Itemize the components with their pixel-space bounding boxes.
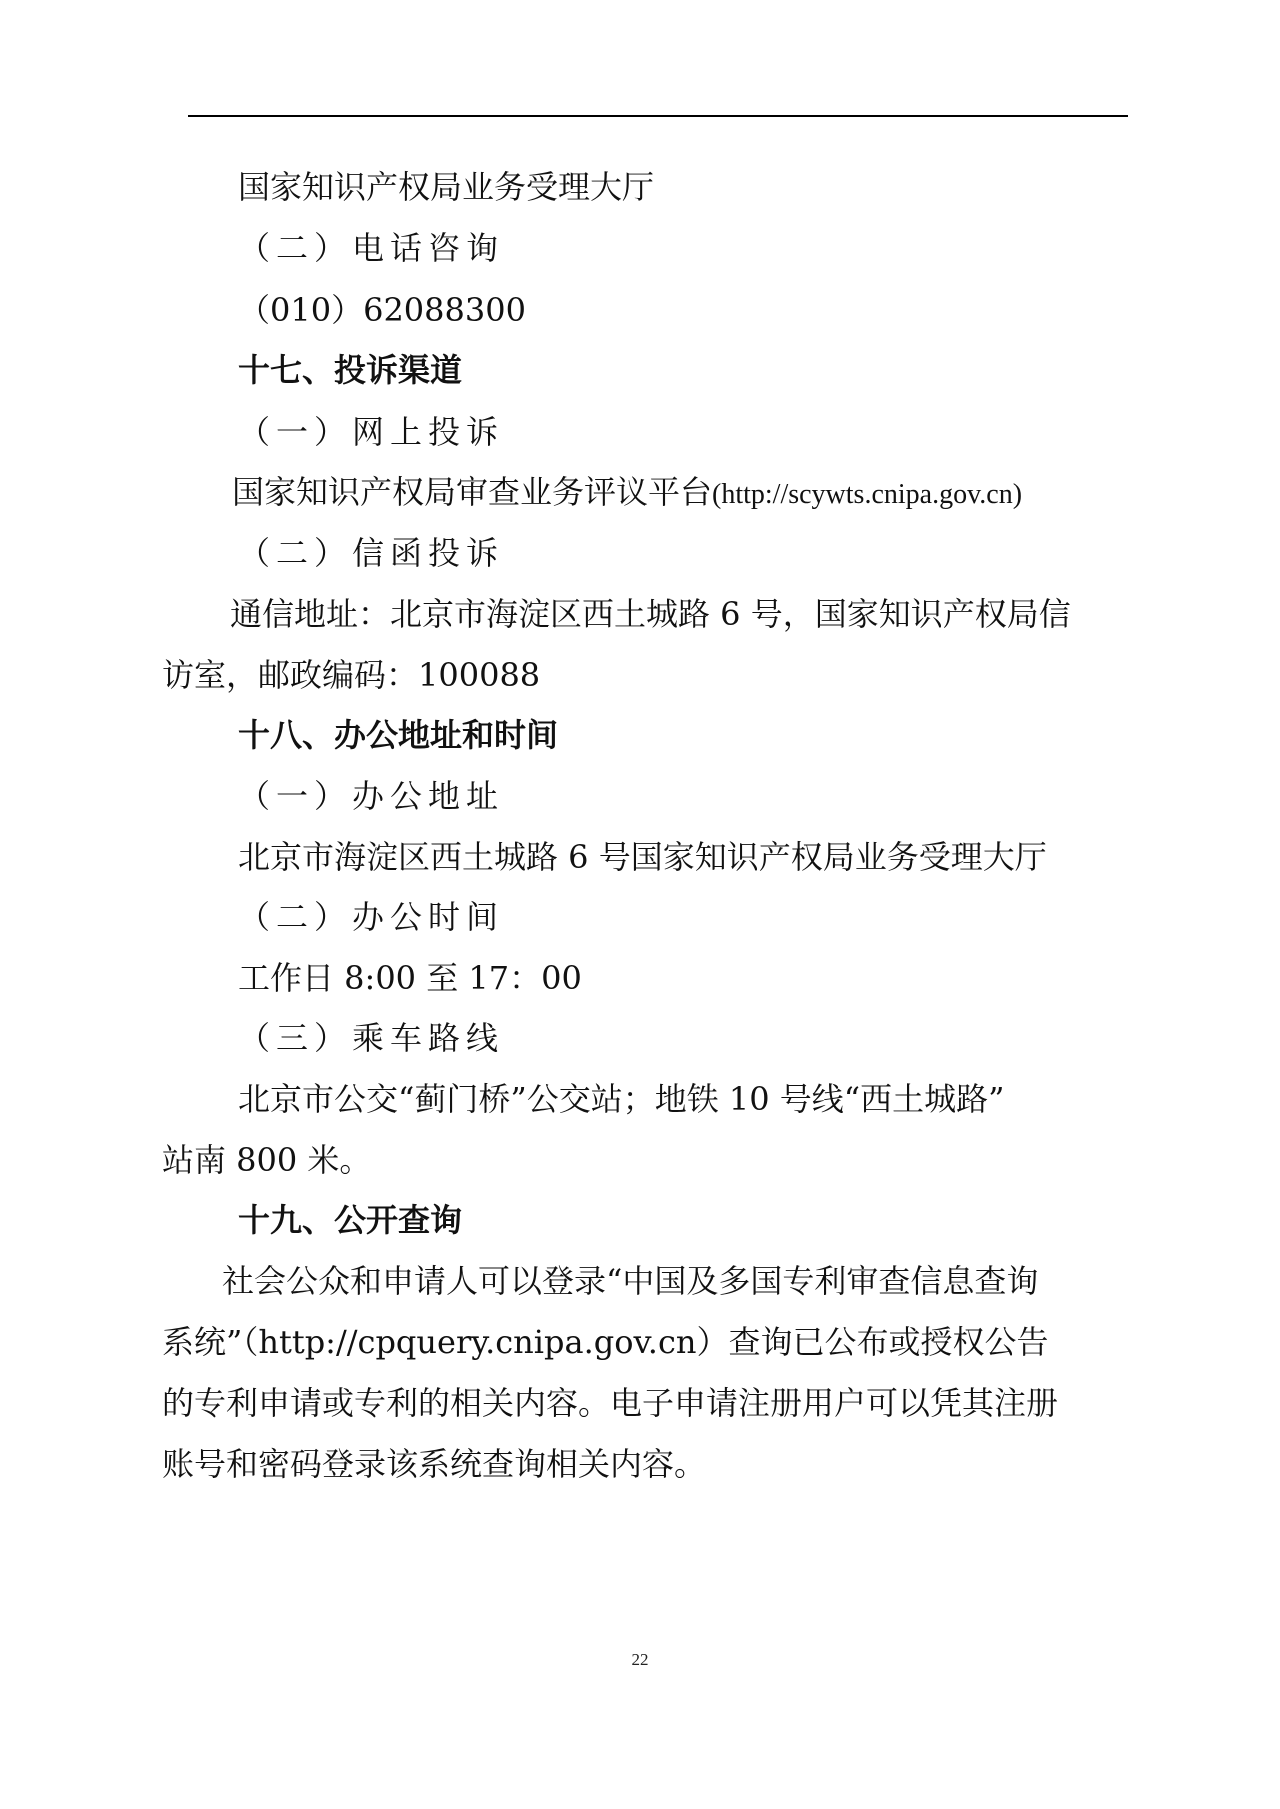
phone-number: （010）62088300 (238, 291, 526, 329)
query-paragraph-line-2: 系统”（http://cpquery.cnipa.gov.cn）查询已公布或授权公告 (162, 1323, 1049, 1361)
complaint-platform-url[interactable]: (http://scywts.cnipa.gov.cn) (712, 479, 1023, 510)
text-line: 国家知识产权局业务受理大厅 (238, 168, 655, 206)
query-paragraph-line-1: 社会公众和申请人可以登录“中国及多国专利审查信息查询 (222, 1262, 1039, 1300)
transit-line-1: 北京市公交“蓟门桥”公交站；地铁 10 号线“西土城路” (238, 1080, 1005, 1118)
mailing-address-line-2: 访室，邮政编码：100088 (162, 656, 541, 694)
section-heading-17: 十七、投诉渠道 (238, 351, 463, 389)
section-heading-19: 十九、公开查询 (238, 1201, 463, 1239)
query-paragraph-line-4: 账号和密码登录该系统查询相关内容。 (162, 1445, 707, 1483)
office-address: 北京市海淀区西土城路 6 号国家知识产权局业务受理大厅 (238, 838, 1047, 876)
subheading-transit: （三）乘车路线 (238, 1019, 505, 1057)
complaint-platform-name: 国家知识产权局审查业务评议平台 (232, 473, 713, 511)
header-rule (188, 115, 1128, 117)
subheading-office-address: （一）办公地址 (238, 777, 505, 815)
page-number: 22 (631, 1650, 649, 1669)
transit-line-2: 站南 800 米。 (162, 1141, 372, 1179)
subheading-online-complaint: （一）网上投诉 (238, 413, 505, 451)
subheading-letter-complaint: （二）信函投诉 (238, 534, 505, 572)
section-heading-18: 十八、办公地址和时间 (238, 716, 559, 754)
subheading-phone: （二）电话咨询 (238, 229, 505, 267)
complaint-platform-line (232, 472, 1022, 515)
office-hours: 工作日 8:00 至 17：00 (238, 959, 582, 997)
subheading-office-hours: （二）办公时间 (238, 898, 505, 936)
query-paragraph-line-3: 的专利申请或专利的相关内容。电子申请注册用户可以凭其注册 (162, 1384, 1059, 1422)
mailing-address-line-1: 通信地址：北京市海淀区西土城路 6 号，国家知识产权局信 (230, 595, 1071, 633)
